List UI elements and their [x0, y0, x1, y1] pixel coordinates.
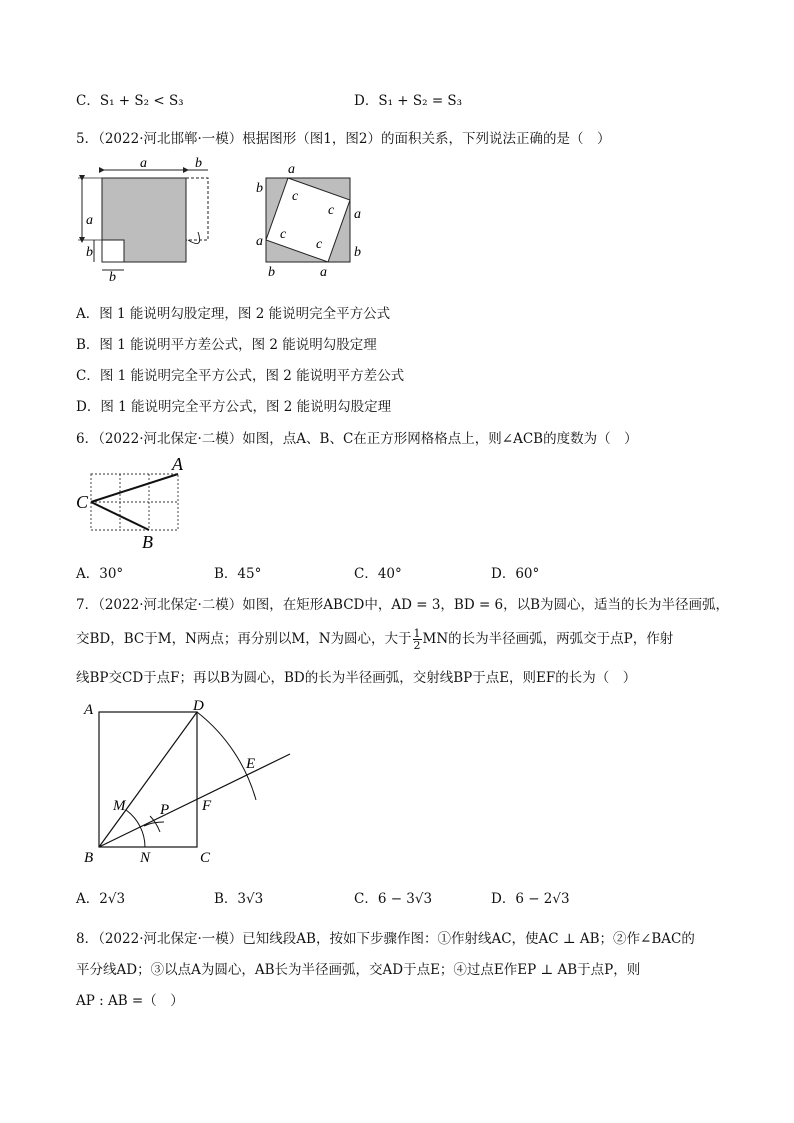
- fig2-label-b-bottom: b: [268, 265, 275, 280]
- fig2-label-a-top: a: [288, 162, 295, 177]
- q7-figure: [80, 696, 310, 868]
- q5-option-a: A．图 1 能说明勾股定理，图 2 能说明完全平方公式: [76, 306, 391, 322]
- q4-option-d: D．S₁ + S₂ = S₃: [354, 93, 463, 109]
- q6-figure: [70, 452, 200, 552]
- q7-stem-line2: [76, 627, 673, 651]
- fig1-label-b-top: b: [195, 156, 202, 171]
- fig2-label-a-bottom: a: [320, 265, 327, 280]
- q7-option-d: D．6 − 2√3: [491, 891, 570, 907]
- q5-figure-2: [256, 162, 361, 280]
- fig2-label-c-3: c: [280, 227, 287, 242]
- q7-label-e: E: [246, 756, 256, 772]
- q6-option-a: A．30°: [76, 566, 124, 582]
- q7-stem-line2-a: 交BD，BC于M，N两点；再分别以M，N为圆心，大于: [76, 631, 412, 647]
- q7-label-n: N: [140, 850, 151, 866]
- q6-label-b: B: [142, 532, 153, 552]
- q6-stem: 6．（2022·河北保定·二模）如图，点A、B、C在正方形网格格点上，则∠ACB的度数为（ ）: [76, 431, 638, 447]
- q7-option-c: C．6 − 3√3: [354, 891, 433, 907]
- q5-option-b: B．图 1 能说明平方差公式，图 2 能说明勾股定理: [76, 337, 377, 353]
- q5-option-c: C．图 1 能说明完全平方公式，图 2 能说明平方差公式: [76, 368, 405, 384]
- fig2-label-c-1: c: [292, 189, 299, 204]
- fig1-label-a-left: a: [86, 213, 93, 228]
- q7-fraction-numerator: 1: [413, 627, 421, 640]
- q7-fraction-denominator: 2: [413, 639, 421, 652]
- q8-stem-line1: 8．（2022·河北保定·一模）已知线段AB，按如下步骤作图：①作射线AC，使AC ⊥ AB；②作∠BAC的: [76, 931, 695, 947]
- q7-option-b: B．3√3: [214, 891, 264, 907]
- fig2-label-c-2: c: [328, 203, 335, 218]
- q8-stem-line2: 平分线AD；③以点A为圆心，AB长为半径画弧，交AD于点E；④过点E作EP ⊥ AB于点P，则: [76, 962, 641, 978]
- q6-option-c: C．40°: [354, 566, 402, 582]
- fig2-label-a-right: a: [354, 207, 361, 222]
- fig1-label-b-bottom: b: [109, 270, 116, 282]
- q6-option-d: D．60°: [491, 566, 540, 582]
- q7-label-d: D: [193, 698, 204, 714]
- fig1-label-b-left: b: [86, 245, 93, 260]
- q7-stem-line1: 7．（2022·河北保定·二模）如图，在矩形ABCD中，AD = 3，BD = 6，以B为圆心，适当的长为半径画弧，: [76, 597, 730, 613]
- q7-stem-line3: 线BP交CD于点F；再以B为圆心，BD的长为半径画弧，交射线BP于点E，则EF的长为（ ）: [76, 670, 637, 686]
- q7-option-a: A．2√3: [76, 891, 126, 907]
- q6-label-c: C: [76, 492, 89, 512]
- q7-label-m: M: [113, 798, 126, 814]
- q7-label-f: F: [202, 798, 212, 814]
- q7-label-c: C: [200, 850, 211, 866]
- q8-stem-line3: AP : AB =（ ）: [76, 993, 184, 1009]
- q5-stem: 5．（2022·河北邯郸·一模）根据图形（图1，图2）的面积关系，下列说法正确的是（ ）: [76, 131, 611, 147]
- fig2-label-b-left: b: [256, 181, 263, 196]
- fig2-label-c-4: c: [316, 237, 323, 252]
- q7-label-b: B: [84, 850, 94, 866]
- q5-figure-1: [78, 156, 208, 282]
- q5-option-d: D．图 1 能说明完全平方公式，图 2 能说明勾股定理: [76, 399, 392, 415]
- q5-figures: [70, 152, 370, 282]
- q7-fraction: [413, 628, 422, 651]
- q6-label-a: A: [172, 454, 183, 474]
- fig1-label-a-top: a: [140, 156, 147, 171]
- q7-label-a: A: [84, 702, 94, 718]
- fig2-label-a-left: a: [256, 234, 263, 249]
- fig2-label-b-right: b: [354, 245, 361, 260]
- q7-label-p: P: [160, 802, 170, 818]
- q6-option-b: B．45°: [214, 566, 262, 582]
- q4-option-c: C．S₁ + S₂ < S₃: [76, 93, 184, 109]
- q7-stem-line2-b: MN的长为半径画弧，两弧交于点P，作射: [422, 631, 674, 647]
